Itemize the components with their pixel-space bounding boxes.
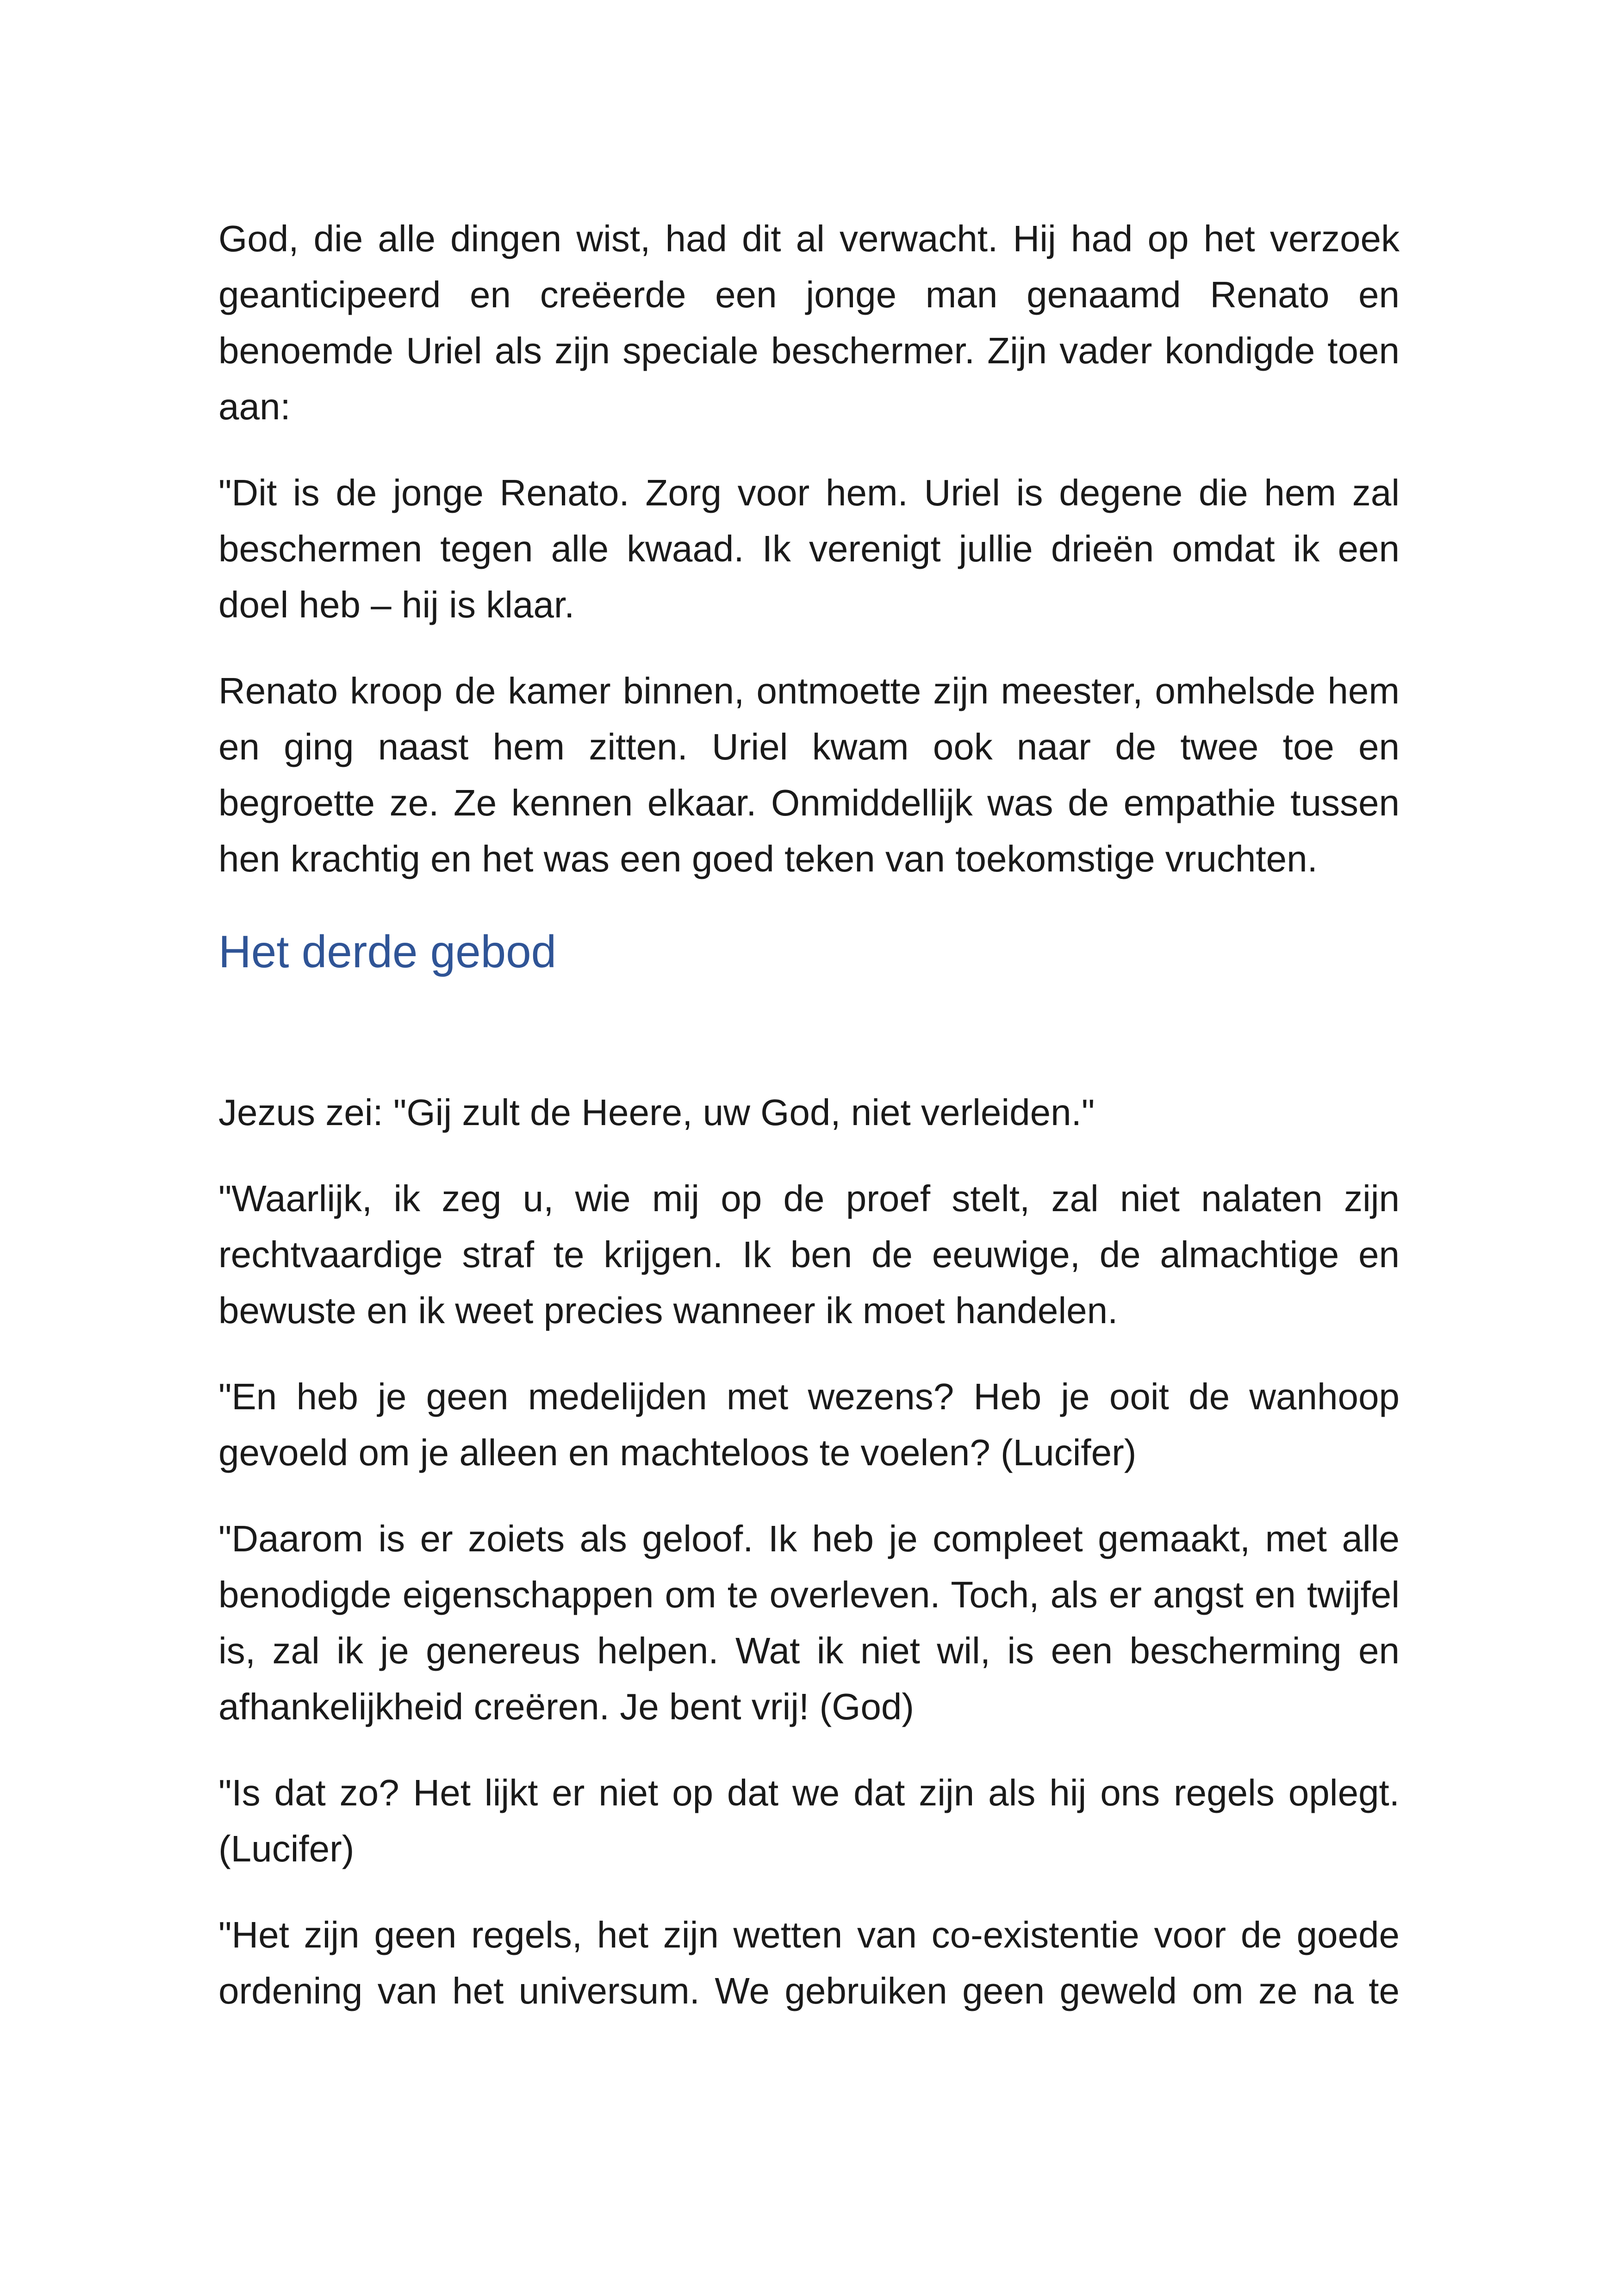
paragraph-jesus-said: Jezus zei: "Gij zult de Heere, uw God, niet verleiden." bbox=[218, 1092, 1095, 1133]
paragraph-lucifer-compassion: "En heb je geen medelijden met wezens? Heb je ooit de wanhoop gevoeld om je alleen en machteloos te voelen? (Lucifer) bbox=[218, 1376, 1400, 1473]
paragraph-truly-i-say: "Waarlijk, ik zeg u, wie mij op de proef stelt, zal niet nalaten zijn rechtvaardige straf te krijgen. Ik ben de eeuwige, de almachtige en bewuste en ik weet precies wanneer ik moet handelen. bbox=[218, 1178, 1400, 1331]
paragraph-laws-coexistence: "Het zijn geen regels, het zijn wetten van co-existentie voor de goede ordening van het universum. We gebruiken geen geweld om ze na te bbox=[218, 1914, 1400, 2011]
paragraph-renato-entered: Renato kroop de kamer binnen, ontmoette zijn meester, omhelsde hem en ging naast hem zitten. Uriel kwam ook naar de twee toe en begroette ze. Ze kennen elkaar. Onmiddellijk was de empathie tussen hen krachtig en het was een goed teken van toekomstige vruchten. bbox=[218, 670, 1400, 879]
page-body bbox=[218, 211, 1400, 2049]
paragraph-god-faith: "Daarom is er zoiets als geloof. Ik heb je compleet gemaakt, met alle benodigde eigenschappen om te overleven. Toch, als er angst en twijfel is, zal ik je genereus helpen. Wat ik niet wil, is een bescherming en afhankelijkheid creëren. Je bent vrij! (God) bbox=[218, 1518, 1400, 1727]
paragraph-lucifer-rules: "Is dat zo? Het lijkt er niet op dat we dat zijn als hij ons regels oplegt. (Lucifer) bbox=[218, 1772, 1400, 1869]
paragraph-young-renato: "Dit is de jonge Renato. Zorg voor hem. Uriel is degene die hem zal beschermen tegen alle kwaad. Ik verenigt jullie drieën omdat ik een doel heb – hij is klaar. bbox=[218, 472, 1400, 625]
paragraph-god-anticipated: God, die alle dingen wist, had dit al verwacht. Hij had op het verzoek geanticipeerd en creëerde een jonge man genaamd Renato en benoemde Uriel als zijn speciale beschermer. Zijn vader kondigde toen aan: bbox=[218, 218, 1400, 427]
section-heading: Het derde gebod bbox=[218, 926, 557, 977]
